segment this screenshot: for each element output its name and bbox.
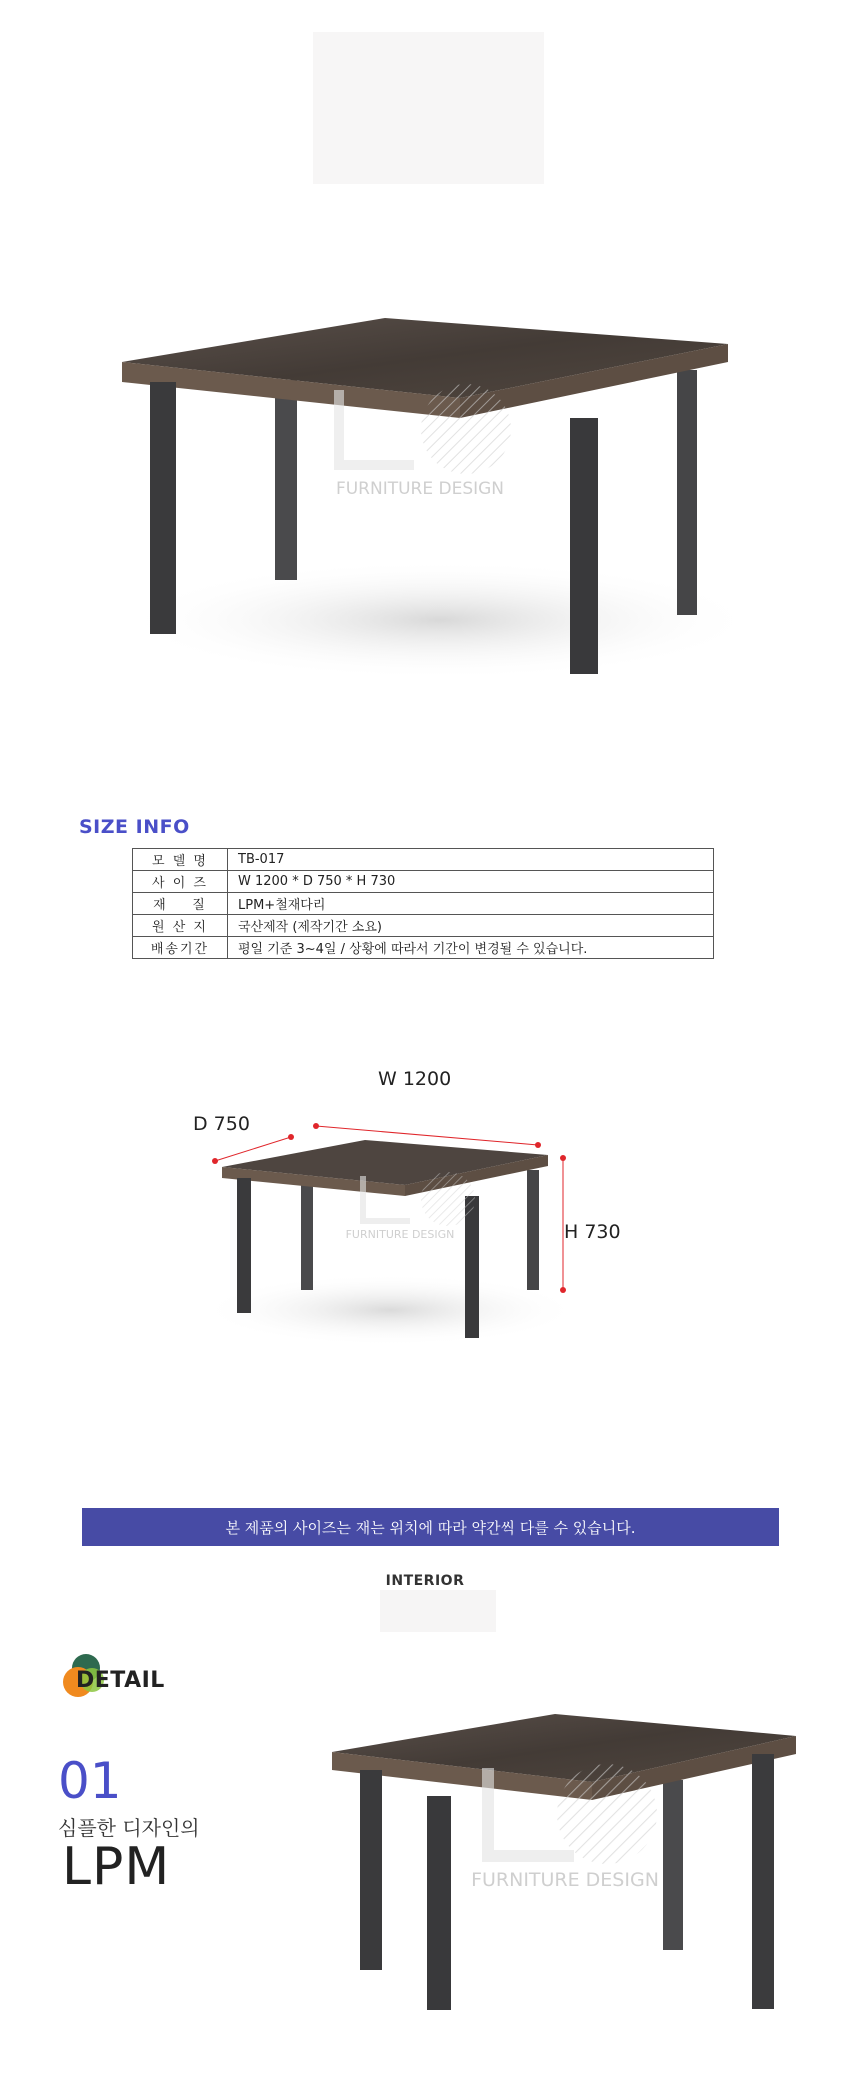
interior-placeholder [380,1590,496,1632]
width-label: W 1200 [378,1068,452,1090]
spec-label: 모 델 명 [133,849,228,871]
dimension-diagram [180,1110,600,1350]
depth-label: D 750 [193,1113,250,1135]
watermark-text: FURNITURE DESIGN [335,479,505,499]
interior-heading: INTERIOR [385,1573,465,1589]
spec-value: LPM+철재다리 [228,893,714,915]
detail-title: LPM [62,1837,171,1897]
detail-number: 01 [58,1752,122,1810]
watermark-text: FURNITURE DESIGN [471,1869,659,1891]
spec-label: 사 이 즈 [133,871,228,893]
product-image-main [0,300,850,700]
spec-label: 배송기간 [133,937,228,959]
table-row [133,893,714,915]
detail-badge-text: DETAIL [76,1668,165,1693]
size-info-title: SIZE INFO [79,816,190,838]
table-row [133,871,714,893]
spec-value: W 1200 * D 750 * H 730 [228,871,714,893]
notice-banner: 본 제품의 사이즈는 재는 위치에 따라 약간씩 다를 수 있습니다. [82,1508,779,1546]
table-row [133,849,714,871]
watermark-text: FURNITURE DESIGN [345,1228,455,1241]
spec-value: 평일 기준 3~4일 / 상황에 따라서 기간이 변경될 수 있습니다. [228,937,714,959]
height-label: H 730 [564,1221,621,1243]
spec-label: 재 질 [133,893,228,915]
spec-label: 원 산 지 [133,915,228,937]
product-image-detail [320,1700,820,2030]
table-row [133,937,714,959]
detail-subtitle: 심플한 디자인의 [58,1816,200,1840]
spec-value: TB-017 [228,849,714,871]
table-row [133,915,714,937]
spec-table [132,848,714,959]
top-placeholder [313,32,544,184]
spec-value: 국산제작 (제작기간 소요) [228,915,714,937]
